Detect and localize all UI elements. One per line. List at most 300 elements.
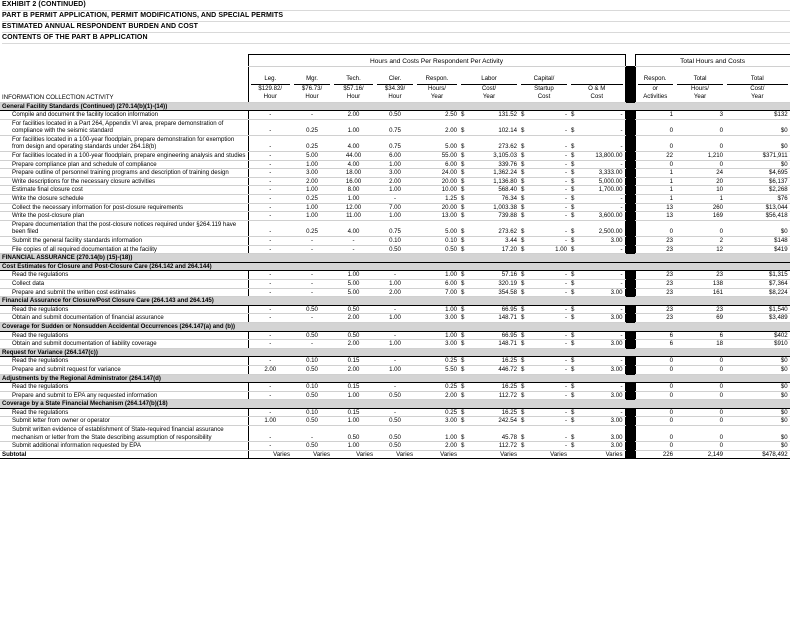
cell-total-cost: $76	[725, 195, 790, 204]
cell-total-cost: $1,540	[725, 305, 790, 314]
subtotal-leg: Varies	[248, 450, 292, 459]
cell-respon-hours: 0.10	[415, 237, 459, 246]
cell-value: 354.58	[498, 288, 517, 296]
cell-om-cost	[569, 288, 625, 297]
activity-label: For facilities located in a Part 264, Appendix VI area, prepare demonstration of compliance with the seismic standard	[0, 119, 248, 135]
column-gap	[625, 169, 635, 178]
cell-capital-cost	[519, 186, 569, 195]
cell-mgr: -	[292, 279, 332, 288]
cell-total-cost: $402	[725, 331, 790, 340]
cell-respondents: 22	[635, 152, 675, 161]
cell-om-cost	[569, 365, 625, 374]
currency-symbol: $	[461, 212, 465, 220]
cell-labor-cost	[459, 195, 519, 204]
currency-cell	[461, 409, 517, 417]
cell-respon-hours: 5.00	[415, 220, 459, 236]
cell-value: -	[564, 288, 567, 296]
cell-total-hours: 12	[675, 245, 725, 254]
cell-capital-cost	[519, 237, 569, 246]
activity-label: Read the regulations	[0, 408, 248, 417]
currency-cell	[571, 383, 623, 391]
cell-value: -	[564, 408, 567, 416]
cell-capital-cost	[519, 135, 569, 151]
cell-mgr: -	[292, 314, 332, 323]
cell-cler: -	[375, 357, 415, 366]
cell-mgr: -	[292, 340, 332, 349]
cell-total-cost: $0	[725, 365, 790, 374]
currency-cell	[571, 271, 623, 279]
currency-symbol: $	[571, 391, 575, 399]
cell-value: 739.88	[498, 212, 517, 220]
table-row	[0, 186, 790, 195]
cell-value: 16.25	[501, 408, 517, 416]
cell-mgr: 1.00	[292, 160, 332, 169]
currency-cell	[571, 442, 623, 450]
currency-cell	[571, 195, 623, 203]
currency-symbol: $	[521, 177, 525, 185]
cell-leg: -	[248, 331, 292, 340]
cell-cler: 0.10	[375, 237, 415, 246]
cell-respondents: 1	[635, 186, 675, 195]
currency-symbol: $	[521, 331, 525, 339]
currency-symbol: $	[571, 331, 575, 339]
currency-symbol: $	[461, 340, 465, 348]
cell-leg: -	[248, 357, 292, 366]
activity-label: Submit letter from owner or operator	[0, 417, 248, 426]
column-gap	[625, 297, 635, 306]
cell-om-cost	[569, 135, 625, 151]
currency-cell	[461, 357, 517, 365]
currency-cell	[521, 212, 567, 220]
cell-value: 76.34	[501, 195, 517, 203]
cell-total-cost: $56,418	[725, 212, 790, 221]
cell-value: -	[564, 228, 567, 236]
subtotal-total-cost: $478,492	[725, 450, 790, 459]
cell-capital-cost	[519, 357, 569, 366]
column-header-tech	[332, 66, 375, 102]
currency-symbol: $	[461, 152, 465, 160]
cell-tech: 0.15	[332, 408, 375, 417]
cell-capital-cost	[519, 331, 569, 340]
currency-symbol: $	[571, 203, 575, 211]
column-header-line: Capital/	[521, 75, 567, 84]
cell-mgr: -	[292, 245, 332, 254]
currency-symbol: $	[521, 391, 525, 399]
cell-tech: -	[332, 237, 375, 246]
cell-respondents: 0	[635, 220, 675, 236]
column-gap	[625, 195, 635, 204]
cell-cler: -	[375, 195, 415, 204]
cell-value: 45.78	[501, 433, 517, 441]
table-header	[0, 44, 790, 102]
cell-value: -	[620, 111, 623, 119]
cell-cler: 0.50	[375, 417, 415, 426]
currency-symbol: $	[571, 152, 575, 160]
currency-cell	[571, 280, 623, 288]
cell-labor-cost	[459, 305, 519, 314]
currency-symbol: $	[461, 186, 465, 194]
column-gap	[625, 374, 635, 383]
currency-cell	[521, 186, 567, 194]
column-header-line: Respon.	[417, 75, 457, 84]
cell-om-cost	[569, 169, 625, 178]
currency-symbol: $	[571, 228, 575, 236]
cell-labor-cost	[459, 288, 519, 297]
cell-mgr: 1.00	[292, 203, 332, 212]
cell-value: 3.00	[610, 433, 623, 441]
cell-value: -	[564, 186, 567, 194]
activity-label: For facilities located in a 100-year floodplain, prepare engineering analysis and studies	[0, 152, 248, 161]
cell-cler: 0.75	[375, 119, 415, 135]
currency-cell	[461, 186, 517, 194]
currency-cell	[521, 228, 567, 236]
currency-cell	[461, 340, 517, 348]
cell-cler: 6.00	[375, 152, 415, 161]
currency-cell	[461, 237, 517, 245]
cell-capital-cost	[519, 305, 569, 314]
cell-labor-cost	[459, 160, 519, 169]
cell-total-cost: $0	[725, 408, 790, 417]
currency-cell	[571, 152, 623, 160]
cell-total-cost: $2,268	[725, 186, 790, 195]
cell-cler: 0.75	[375, 135, 415, 151]
currency-cell	[571, 314, 623, 322]
cell-om-cost	[569, 111, 625, 120]
cell-value: -	[620, 279, 623, 287]
cell-total-hours: 0	[675, 160, 725, 169]
currency-cell	[571, 237, 623, 245]
cell-tech: 2.00	[332, 365, 375, 374]
currency-cell	[571, 289, 623, 297]
cell-respondents: 0	[635, 408, 675, 417]
currency-cell	[521, 195, 567, 203]
subtotal-labor-cost: Varies	[459, 450, 519, 459]
column-header-line: Cost	[590, 93, 604, 101]
cell-respon-hours: 1.00	[415, 305, 459, 314]
column-gap	[625, 220, 635, 236]
cell-value: -	[564, 383, 567, 391]
column-header-line: $34.39/	[384, 84, 406, 92]
header-line: EXHIBIT 2 (CONTINUED)	[2, 0, 790, 11]
cell-respondents: 1	[635, 111, 675, 120]
cell-respon-hours: 3.00	[415, 417, 459, 426]
currency-cell	[461, 366, 517, 374]
cell-labor-cost	[459, 271, 519, 280]
cell-value: 1,362.24	[493, 169, 517, 177]
cell-value: 2,500.00	[598, 228, 623, 236]
currency-cell	[461, 332, 517, 340]
column-header-line: Total	[677, 75, 723, 84]
currency-symbol: $	[571, 186, 575, 194]
cell-tech: -	[332, 245, 375, 254]
cell-om-cost	[569, 408, 625, 417]
cell-capital-cost	[519, 365, 569, 374]
column-header-line: O & M	[588, 84, 606, 92]
activity-label: Prepare and submit to EPA any requested information	[0, 391, 248, 400]
cell-total-cost: $0	[725, 391, 790, 400]
currency-cell	[571, 340, 623, 348]
column-header-line: Cost/	[481, 84, 497, 92]
cell-mgr: 0.25	[292, 135, 332, 151]
cell-respon-hours: 0.50	[415, 245, 459, 254]
group-header-per-respondent: Hours and Costs Per Respondent Per Activity	[248, 54, 625, 66]
section-header-row	[0, 254, 790, 263]
cell-respondents: 0	[635, 135, 675, 151]
currency-cell	[461, 152, 517, 160]
cell-value: -	[564, 111, 567, 119]
subtotal-cler: Varies	[375, 450, 415, 459]
cell-value: -	[564, 331, 567, 339]
cell-cler: 0.50	[375, 442, 415, 451]
currency-symbol: $	[571, 169, 575, 177]
cell-mgr: -	[292, 237, 332, 246]
cell-labor-cost	[459, 203, 519, 212]
cell-labor-cost	[459, 408, 519, 417]
table-row	[0, 203, 790, 212]
table-row	[0, 305, 790, 314]
currency-cell	[461, 306, 517, 314]
currency-symbol: $	[571, 160, 575, 168]
section-fill	[635, 102, 790, 111]
cell-om-cost	[569, 237, 625, 246]
activity-label: For facilities located in a 100-year floodplain, prepare demonstration for exemption from design and operating standards under 264.18(b)	[0, 135, 248, 151]
currency-cell	[461, 212, 517, 220]
activity-label: Collect the necessary information for post-closure requirements	[0, 203, 248, 212]
cell-respondents: 23	[635, 271, 675, 280]
column-gap	[625, 331, 635, 340]
cell-value: -	[564, 195, 567, 203]
currency-cell	[521, 169, 567, 177]
activity-label: Read the regulations	[0, 331, 248, 340]
cell-mgr: 0.50	[292, 391, 332, 400]
column-header-line: or	[652, 84, 658, 92]
column-header-line: Cost	[537, 93, 551, 101]
cell-total-hours: 138	[675, 279, 725, 288]
cell-leg: -	[248, 203, 292, 212]
cell-value: -	[620, 203, 623, 211]
cell-value: -	[564, 271, 567, 279]
column-gap	[625, 426, 635, 442]
section-title: Financial Assurance for Closure/Post Closure Care (264.143 and 264.145)	[0, 297, 625, 306]
currency-symbol: $	[521, 111, 525, 119]
cell-value: 1,136.80	[493, 177, 517, 185]
cell-tech: 12.00	[332, 203, 375, 212]
cell-total-hours: 23	[675, 271, 725, 280]
currency-symbol: $	[461, 245, 465, 253]
section-header-row	[0, 102, 790, 111]
column-header-line: Year	[751, 93, 764, 101]
cell-value: -	[620, 127, 623, 135]
currency-symbol: $	[461, 288, 465, 296]
currency-symbol: $	[461, 408, 465, 416]
column-gap	[625, 357, 635, 366]
cell-capital-cost	[519, 288, 569, 297]
cell-mgr: 2.00	[292, 177, 332, 186]
cell-om-cost	[569, 340, 625, 349]
cell-value: 3.00	[610, 314, 623, 322]
cell-cler: 0.50	[375, 111, 415, 120]
cell-om-cost	[569, 245, 625, 254]
section-header-row	[0, 262, 790, 271]
currency-symbol: $	[521, 228, 525, 236]
cell-total-cost: $0	[725, 426, 790, 442]
cell-respondents: 23	[635, 288, 675, 297]
cell-cler: 7.00	[375, 203, 415, 212]
cell-value: 3.00	[610, 417, 623, 425]
column-gap	[625, 262, 635, 271]
table-row	[0, 195, 790, 204]
cell-total-cost: $1,315	[725, 271, 790, 280]
column-header-line: Tech.	[334, 75, 373, 84]
cell-mgr: -	[292, 271, 332, 280]
cell-respon-hours: 1.00	[415, 331, 459, 340]
table-body	[0, 102, 790, 459]
cell-tech: 0.50	[332, 331, 375, 340]
section-fill	[635, 322, 790, 331]
currency-symbol: $	[571, 417, 575, 425]
cell-labor-cost	[459, 357, 519, 366]
cell-value: 112.72	[498, 391, 517, 399]
currency-symbol: $	[521, 383, 525, 391]
cell-total-hours: 18	[675, 340, 725, 349]
cell-respondents: 0	[635, 383, 675, 392]
currency-cell	[521, 204, 567, 212]
column-header-line: Hours/	[428, 84, 446, 92]
cell-capital-cost	[519, 177, 569, 186]
cell-cler: 1.00	[375, 314, 415, 323]
cell-cler: 0.75	[375, 220, 415, 236]
cell-cler: 0.50	[375, 426, 415, 442]
subtotal-row	[0, 450, 790, 459]
cell-value: -	[620, 331, 623, 339]
cell-total-hours: 0	[675, 119, 725, 135]
cell-respondents: 6	[635, 331, 675, 340]
currency-symbol: $	[521, 340, 525, 348]
cell-value: -	[620, 245, 623, 253]
activity-label: Compile and document the facility location information	[0, 111, 248, 120]
cell-total-cost: $0	[725, 383, 790, 392]
header-line: CONTENTS OF THE PART B APPLICATION	[2, 33, 790, 44]
cell-leg: -	[248, 288, 292, 297]
cell-value: -	[620, 305, 623, 313]
cell-labor-cost	[459, 169, 519, 178]
cell-total-hours: 23	[675, 305, 725, 314]
subtotal-total-hours: 2,149	[675, 450, 725, 459]
section-header-row	[0, 348, 790, 357]
table-row	[0, 365, 790, 374]
cell-mgr: -	[292, 111, 332, 120]
cell-om-cost	[569, 160, 625, 169]
cell-tech: 0.15	[332, 383, 375, 392]
cell-respondents: 0	[635, 442, 675, 451]
cell-value: 1,003.38	[493, 203, 517, 211]
currency-cell	[461, 204, 517, 212]
cell-respondents: 23	[635, 314, 675, 323]
currency-cell	[521, 152, 567, 160]
cell-cler: 1.00	[375, 212, 415, 221]
cell-capital-cost	[519, 119, 569, 135]
column-gap	[625, 254, 635, 263]
section-fill	[635, 262, 790, 271]
column-header-line: Hour	[263, 93, 277, 101]
cell-respondents: 6	[635, 340, 675, 349]
column-gap	[625, 160, 635, 169]
currency-symbol: $	[571, 408, 575, 416]
currency-symbol: $	[461, 331, 465, 339]
currency-symbol: $	[461, 111, 465, 119]
column-header-line: Total	[727, 75, 788, 84]
column-gap	[625, 365, 635, 374]
cell-respondents: 13	[635, 212, 675, 221]
table-row	[0, 152, 790, 161]
cell-respondents: 0	[635, 391, 675, 400]
table-row	[0, 220, 790, 236]
cell-om-cost	[569, 305, 625, 314]
currency-cell	[571, 246, 623, 254]
cell-value: 3.00	[610, 288, 623, 296]
activity-label: Prepare and submit request for variance	[0, 365, 248, 374]
cell-tech: 1.00	[332, 417, 375, 426]
cell-value: 320.19	[498, 279, 517, 287]
cell-value: 131.52	[498, 111, 517, 119]
cell-tech: 16.00	[332, 177, 375, 186]
cell-total-hours: 1	[675, 195, 725, 204]
currency-cell	[521, 392, 567, 400]
cell-value: 1.00	[555, 245, 567, 253]
table-row	[0, 340, 790, 349]
cell-labor-cost	[459, 245, 519, 254]
cell-tech: 11.00	[332, 212, 375, 221]
column-header-capital-cost	[519, 66, 569, 102]
cell-leg: -	[248, 383, 292, 392]
cell-tech: 18.00	[332, 169, 375, 178]
cell-total-hours: 0	[675, 135, 725, 151]
currency-cell	[461, 280, 517, 288]
currency-symbol: $	[461, 314, 465, 322]
cell-total-cost: $0	[725, 442, 790, 451]
cell-capital-cost	[519, 314, 569, 323]
cell-cler: 2.00	[375, 288, 415, 297]
cell-labor-cost	[459, 391, 519, 400]
cell-value: -	[564, 417, 567, 425]
currency-cell	[571, 357, 623, 365]
section-fill	[635, 348, 790, 357]
cell-labor-cost	[459, 426, 519, 442]
subtotal-capital-cost: Varies	[519, 450, 569, 459]
cell-mgr: 0.10	[292, 408, 332, 417]
table-row	[0, 417, 790, 426]
cell-capital-cost	[519, 169, 569, 178]
cell-value: 16.25	[501, 383, 517, 391]
column-gap	[625, 314, 635, 323]
column-header-line: Year	[482, 93, 496, 101]
cell-leg: -	[248, 169, 292, 178]
cell-value: 3.44	[505, 237, 517, 244]
column-gap	[625, 186, 635, 195]
table-row	[0, 177, 790, 186]
cell-tech: 0.50	[332, 305, 375, 314]
currency-cell	[521, 417, 567, 425]
cell-cler: 3.00	[375, 169, 415, 178]
cell-value: 112.72	[498, 442, 517, 450]
cell-capital-cost	[519, 203, 569, 212]
currency-cell	[571, 169, 623, 177]
cell-value: 242.54	[498, 417, 517, 425]
cell-mgr: 5.00	[292, 152, 332, 161]
currency-cell	[521, 383, 567, 391]
currency-symbol: $	[461, 160, 465, 168]
cell-labor-cost	[459, 119, 519, 135]
